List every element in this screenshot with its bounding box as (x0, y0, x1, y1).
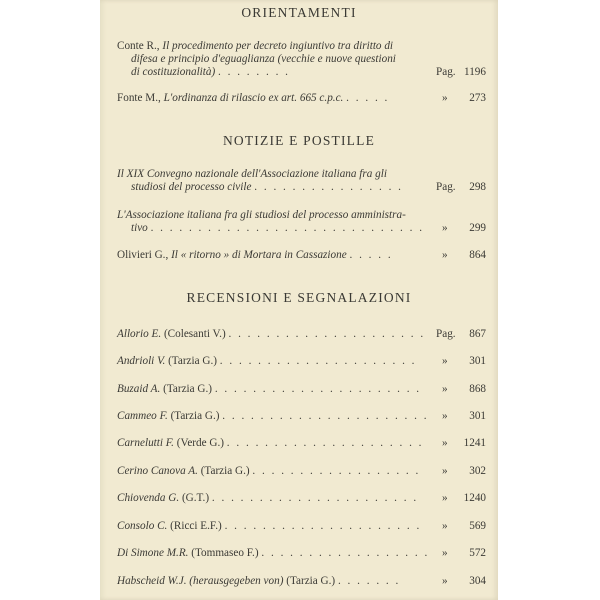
leader-dots: . . . . . . . . . . . . . . . . . . (261, 547, 430, 559)
page-label: » (442, 492, 448, 504)
leader-dots: . . . . . . . . . . . . . . . . . . . . . . (222, 410, 429, 422)
toc-entry-associazione (117, 209, 435, 235)
page-label: » (442, 92, 448, 104)
page-label: » (442, 437, 448, 449)
review-entry-allorio (117, 328, 435, 341)
entry-author: Fonte M., (117, 92, 161, 104)
reviewed-author: Allorio E. (117, 328, 162, 340)
leader-dots: . . . . . . . . . . . . . . . . . . . . . . (214, 383, 422, 395)
page-number: 1240 (463, 492, 486, 504)
reviewer: (Tarzia G.) (200, 465, 250, 477)
leader-dots: . . . . . . . . . . . . . . . . . . . . . (224, 520, 422, 532)
reviewer: (Verde G.) (176, 437, 224, 449)
entry-title-line2: tivo (131, 222, 148, 234)
reviewed-author: Di Simone M.R. (117, 547, 189, 559)
page-number: 572 (469, 547, 486, 559)
leader-dots: . . . . . . . . . . . . . . . . . . . . . (226, 437, 424, 449)
leader-dots: . . . . . . . . . . . . . . . . . . . . . (228, 328, 426, 340)
reviewer: (Ricci E.F.) (170, 520, 222, 532)
reviewed-author: Carnelutti F. (117, 437, 174, 449)
page-label: » (442, 410, 448, 422)
page-number: 1241 (463, 437, 486, 449)
reviewer: (Colesanti V.) (163, 328, 226, 340)
entry-title-line1: Il XIX Convegno nazionale dell'Associazione italiana fra gli (117, 168, 387, 180)
review-entry-carnelutti (117, 437, 435, 450)
reviewed-author: Consolo C. (117, 520, 168, 532)
page-number: 301 (469, 410, 486, 422)
page-number: 302 (469, 465, 486, 477)
toc-entry-olivieri (117, 249, 435, 262)
page-number: 867 (469, 328, 486, 340)
book-page (100, 0, 498, 600)
entry-author: Olivieri G., (117, 249, 169, 261)
reviewer: (Tarzia G.) (163, 383, 213, 395)
page-number: 298 (469, 181, 486, 193)
section-heading-orientamenti: ORIENTAMENTI (241, 5, 357, 20)
reviewer: (G.T.) (181, 492, 210, 504)
page-label: » (442, 520, 448, 532)
reviewed-author: Cerino Canova A. (117, 465, 198, 477)
review-entry-di-simone (117, 547, 435, 560)
page-label: » (442, 222, 448, 234)
page-number: 569 (469, 520, 486, 532)
page-label: Pag. (436, 66, 456, 78)
leader-dots: . . . . . . . . . . . . . . . . . . . . . (219, 355, 417, 367)
page-number: 273 (469, 92, 486, 104)
reviewed-author: Andrioli V. (117, 355, 166, 367)
review-entry-habscheid (117, 575, 435, 588)
page-label: Pag. (436, 181, 456, 193)
review-entry-cammeo (117, 410, 435, 423)
page-number: 1196 (464, 66, 486, 78)
page-number: 299 (469, 222, 486, 234)
entry-title-line1: L'Associazione italiana fra gli studiosi del processo amministra- (117, 209, 406, 221)
reviewed-author: Chiovenda G. (117, 492, 180, 504)
toc-entry-conte (117, 40, 435, 79)
reviewer: (Tarzia G.) (168, 355, 217, 367)
page-label: » (442, 465, 448, 477)
reviewer: (Tarzia G.) (286, 575, 336, 587)
entry-title: Il « ritorno » di Mortara in Cassazione (171, 249, 347, 261)
entry-title-line3: di costituzionalità) (131, 66, 216, 78)
page-number: 868 (469, 383, 486, 395)
entry-title: L'ordinanza di rilascio ex art. 665 c.p.c. (163, 92, 344, 104)
page-label: » (442, 575, 448, 587)
reviewed-author: Cammeo F. (117, 410, 168, 422)
page-label: » (442, 355, 448, 367)
toc-entry-fonte (117, 92, 435, 105)
page-number: 864 (469, 249, 486, 261)
leader-dots: . . . . . . . . . . . . . . . . (254, 181, 403, 193)
section-heading-recensioni: RECENSIONI E SEGNALAZIONI (186, 290, 412, 305)
page-label: » (442, 249, 448, 261)
page-number: 304 (469, 575, 486, 587)
reviewer: (Tommaseo F.) (191, 547, 259, 559)
page-number: 301 (469, 355, 486, 367)
entry-title-line1: Il procedimento per decreto ingiuntivo tra diritto di (162, 40, 394, 52)
leader-dots: . . . . . . . . . . . . . . . . . . . . . . . . . . . . . (150, 222, 424, 234)
leader-dots: . . . . . . . . . . . . . . . . . . . . . . (211, 492, 419, 504)
leader-dots: . . . . . . . . (218, 66, 290, 78)
page-label: » (442, 547, 448, 559)
leader-dots: . . . . . (346, 92, 390, 104)
leader-dots: . . . . . . . (337, 575, 401, 587)
review-entry-andrioli (117, 355, 435, 368)
section-heading-notizie: NOTIZIE E POSTILLE (222, 133, 376, 148)
entry-author: Conte R., (117, 40, 160, 52)
reviewer: (Tarzia G.) (170, 410, 220, 422)
review-entry-chiovenda (117, 492, 435, 505)
leader-dots: . . . . . . . . . . . . . . . . . . (252, 465, 421, 477)
entry-title-line2: studiosi del processo civile (131, 181, 252, 193)
entry-title-line2: difesa e principio d'eguaglianza (vecchie e nuove questioni (131, 53, 396, 65)
page-label: Pag. (436, 328, 456, 340)
review-entry-buzaid (117, 383, 435, 396)
reviewed-author: Buzaid A. (117, 383, 161, 395)
review-entry-cerino-canova (117, 465, 435, 478)
review-entry-consolo (117, 520, 435, 533)
leader-dots: . . . . . (349, 249, 393, 261)
toc-entry-convegno (117, 168, 435, 194)
page-label: » (442, 383, 448, 395)
reviewed-author: Habscheid W.J. (117, 575, 187, 587)
reviewed-author-note: (herausgegeben von) (189, 575, 284, 587)
